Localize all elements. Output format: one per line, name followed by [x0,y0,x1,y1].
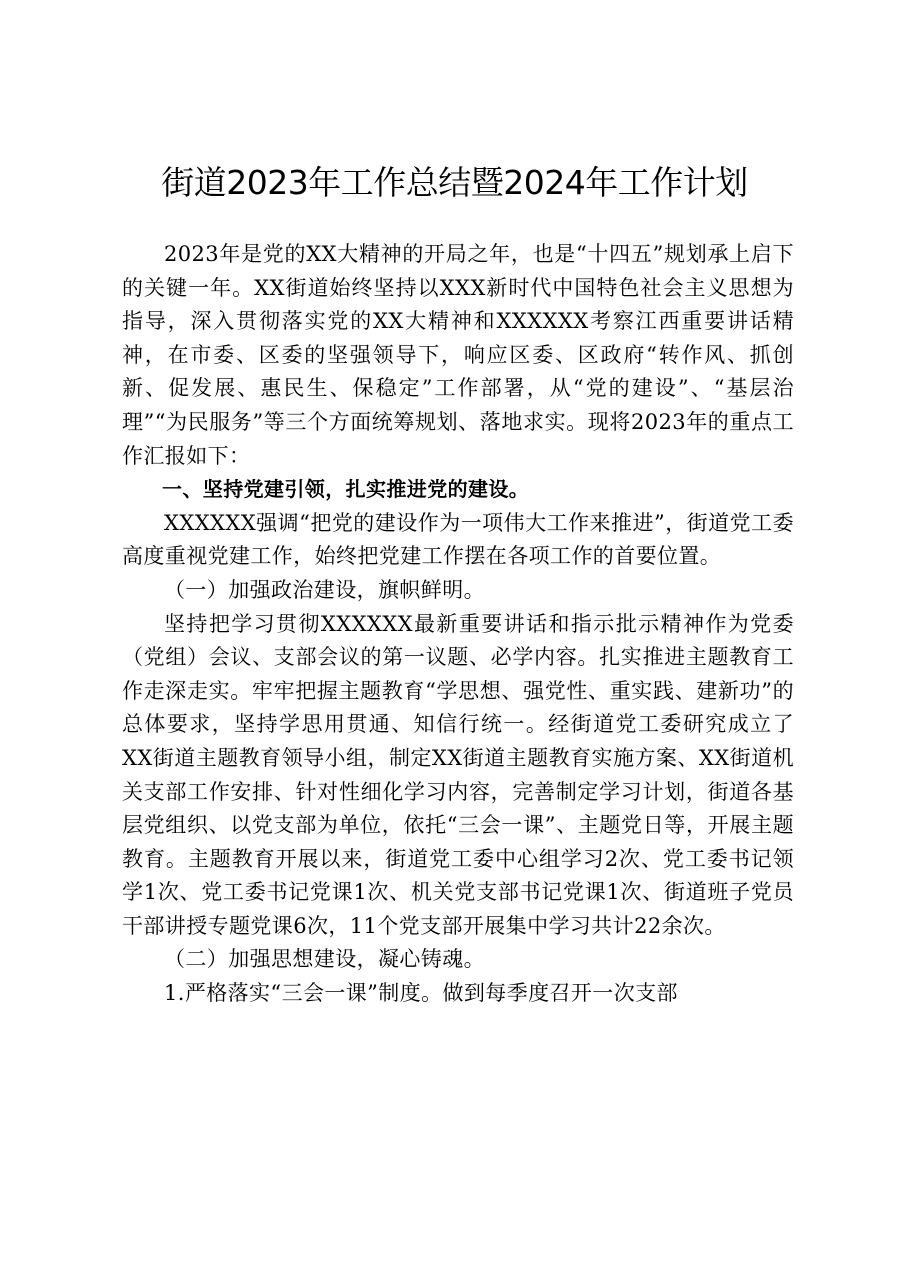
subsection-heading-2: （二）加强思想建设，凝心铸魂。 [164,947,485,972]
document-body [122,238,794,1011]
document-title: 街道2023年工作总结暨2024年工作计划 [161,163,748,202]
intro-paragraph: 2023年是党的XX大精神的开局之年，也是“十四五”规划承上启下的关键一年。XX街道始终坚持以XXX新时代中国特色社会主义思想为指导，深入贯彻落实党的XX大精神和XXXXXX考察江西重要讲话精神，在市委、区委的坚强领导下，响应区委、区政府“转作风、抓创新、促发展、惠民生、保稳定”工作部署，从“党的建设”、“基层治理”“为民服务”等三个方面统筹规划、落地求实。现将2023年的重点工作汇报如下： [122,242,794,468]
subsection-2-paragraph: 1.严格落实“三会一课”制度。做到每季度召开一次支部 [164,981,678,1006]
subsection-1-paragraph: 坚持把学习贯彻XXXXXX最新重要讲话和指示批示精神作为党委（党组）会议、支部会议的第一议题、必学内容。扎实推进主题教育工作走深走实。牢牢把握主题教育“学思想、强党性、重实践、建新功”的总体要求，坚持学思用贯通、知信行统一。经街道党工委研究成立了XX街道主题教育领导小组，制定XX街道主题教育实施方案、XX街道机关支部工作安排、针对性细化学习内容，完善制定学习计划，街道各基层党组织、以党支部为单位，依托“三会一课”、主题党日等，开展主题教育。主题教育开展以来，街道党工委中心组学习2次、党工委书记领学1次、党工委书记党课1次、机关党支部书记党课1次、街道班子党员干部讲授专题党课6次，11个党支部开展集中学习共计22余次。 [122,611,794,938]
section-heading-1: 一、坚持党建引领，扎实推进党的建设。 [162,477,530,502]
subsection-heading-1: （一）加强政治建设，旗帜鲜明。 [164,577,485,602]
section-1-paragraph: XXXXXX强调“把党的建设作为一项伟大工作来推进”，街道党工委高度重视党建工作，始终把党建工作摆在各项工作的首要位置。 [122,510,794,569]
